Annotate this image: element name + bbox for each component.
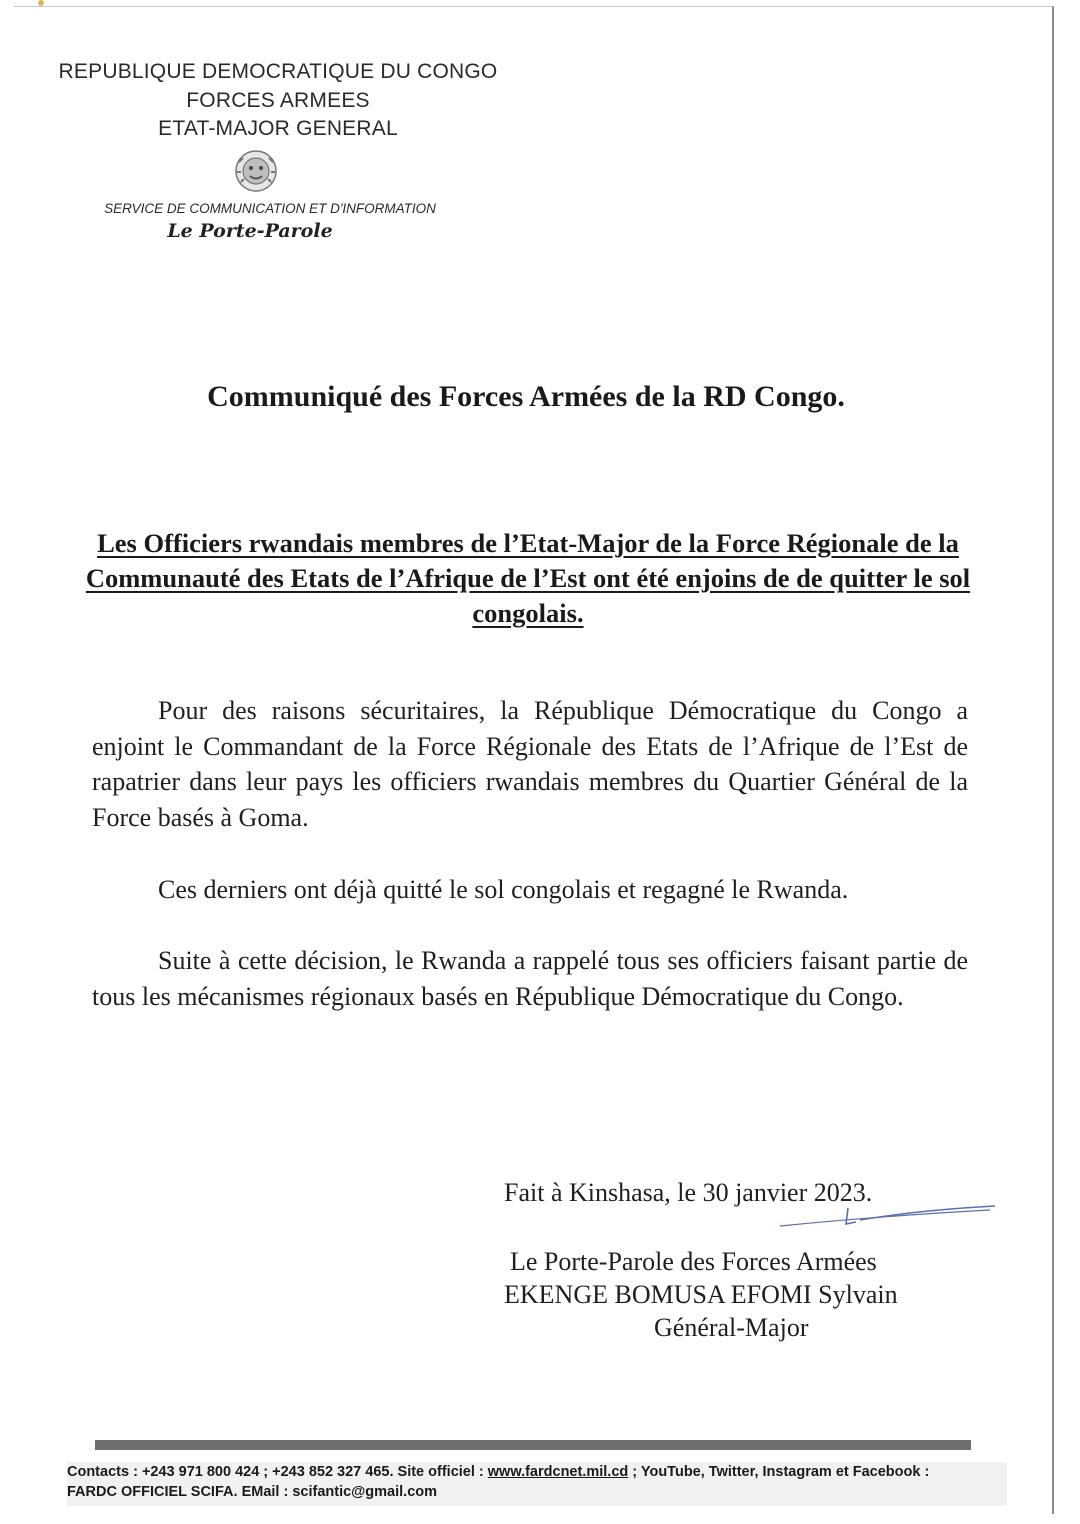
body-paragraph-2: Ces derniers ont déjà quitté le sol congolais et regagné le Rwanda. [158,875,849,904]
signatory-rank: Général-Major [654,1313,809,1342]
signatory-role: Le Porte-Parole des Forces Armées [510,1247,877,1276]
site-label: Site officiel : [397,1464,484,1480]
letterhead-country: REPUBLIQUE DEMOCRATIQUE DU CONGO [58,60,498,83]
service-name: SERVICE DE COMMUNICATION ET D'INFORMATION [104,201,436,216]
place-and-date: Fait à Kinshasa, le 30 janvier 2023. [504,1178,873,1207]
email-address[interactable]: scifantic@gmail.com [292,1484,438,1500]
contacts-label: Contacts : [67,1464,138,1480]
lion-emblem-icon [231,148,281,194]
letterhead-forces: FORCES ARMEES [186,89,370,112]
signatory-name: EKENGE BOMUSA EFOMI Sylvain [504,1280,898,1309]
body-paragraph-3: Suite à cette décision, le Rwanda a rappelé tous ses officiers faisant partie de tous les mécanismes régionaux basés en République Démocratique du Congo. [92,946,968,1011]
footer-rule [95,1440,971,1450]
spokesperson-heading: Le Porte-Parole [167,220,333,242]
letterhead-staff: ETAT-MAJOR GENERAL [158,117,398,140]
email-label: EMail : [241,1484,289,1500]
handwritten-signature [760,1204,1000,1244]
document-subject: Les Officiers rwandais membres de l’Etat-Major de la Force Régionale de la Communauté des Etats de l’Afrique de l’Est ont été enjoins de de quitter le sol congolais. [85,528,971,628]
site-link[interactable]: www.fardcnet.mil.cd [487,1464,629,1480]
document-title: Communiqué des Forces Armées de la RD Congo. [207,380,845,413]
footer-contacts [67,1462,1007,1506]
contact-phones: +243 971 800 424 ; +243 852 327 465. [141,1464,394,1480]
social-networks: ; YouTube, Twitter, Instagram et Facebook : [632,1464,930,1480]
page-mark [38,0,44,6]
social-account: FARDC OFFICIEL SCIFA. [67,1484,238,1500]
body-paragraph-1: Pour des raisons sécuritaires, la République Démocratique du Congo a enjoint le Commandant de la Force Régionale des Etats de l’Afrique de l’Est de rapatrier dans leur pays les officiers rwandais membres du Quartier Général de la Force basés à Goma. [92,696,968,832]
